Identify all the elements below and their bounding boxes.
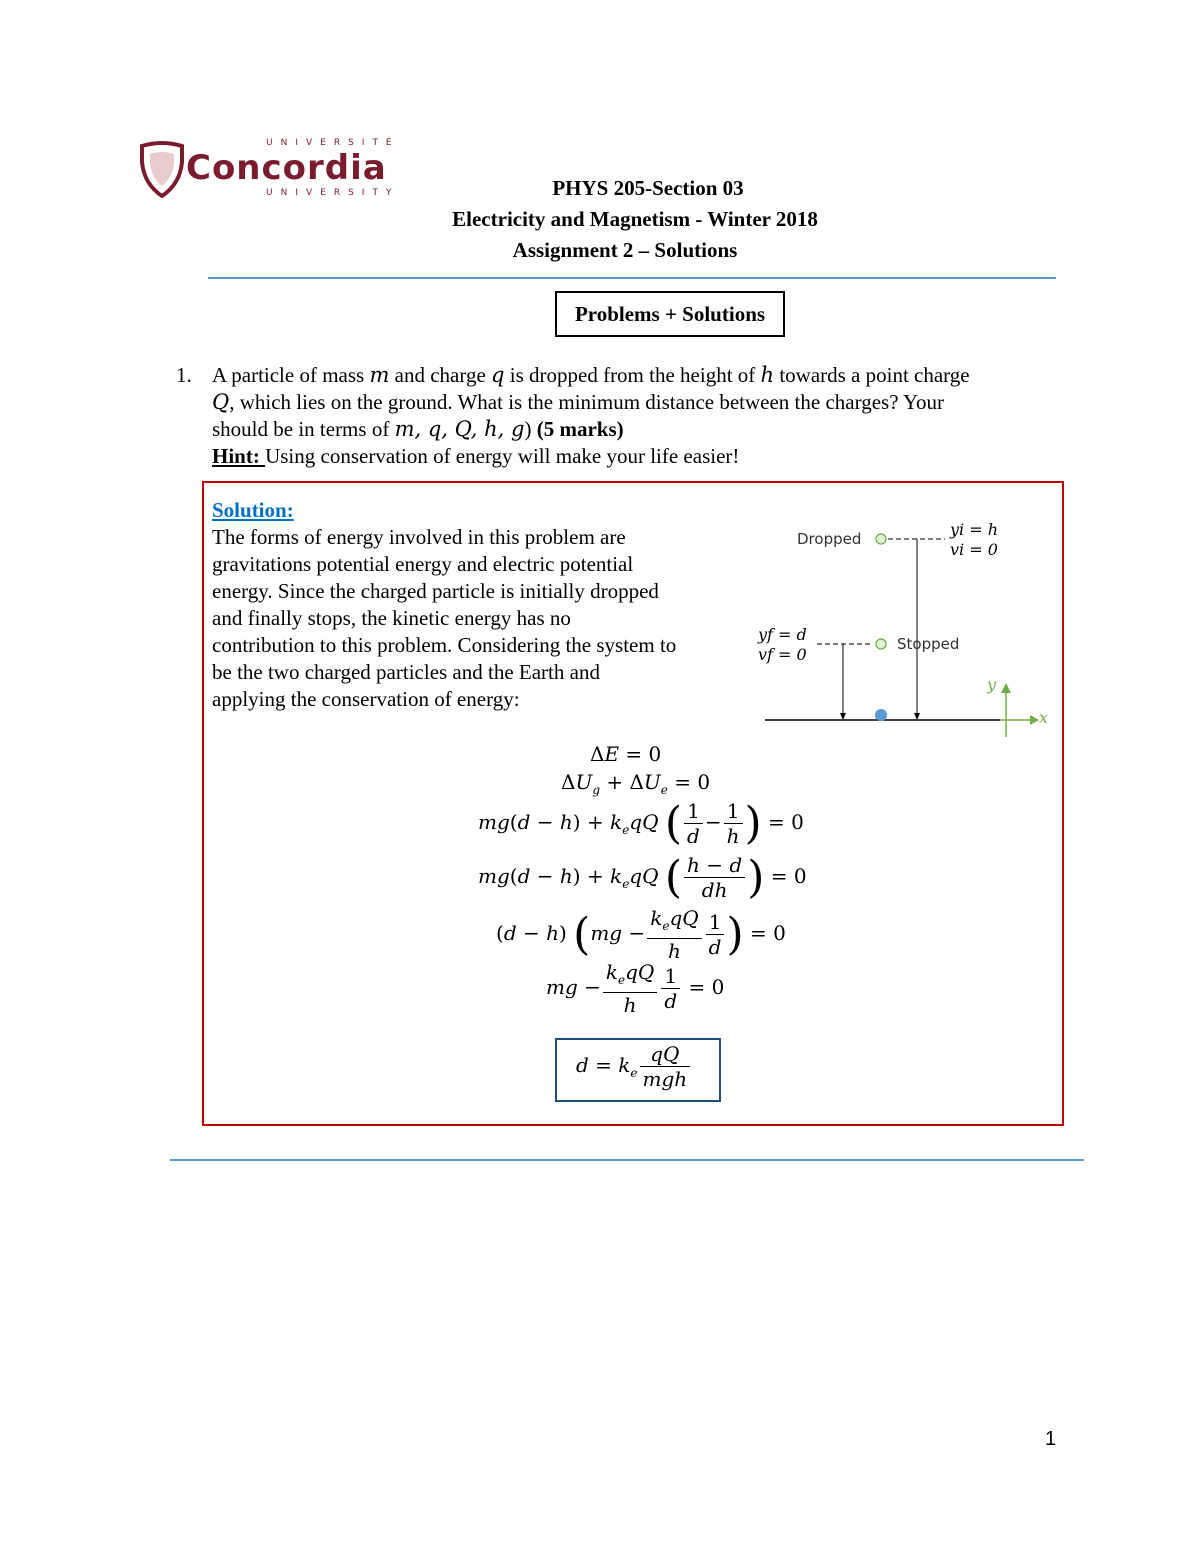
hint-text: Using conservation of energy will make your life easier! [265, 444, 740, 468]
section-box [555, 291, 785, 337]
stopped-label: Stopped [897, 635, 960, 653]
logo-top-text: UNIVERSITÉ [266, 138, 400, 148]
assignment-title: Assignment 2 – Solutions [512, 238, 738, 262]
hint-label: Hint: [212, 444, 266, 468]
problem-line-2: Q, which lies on the ground. What is the minimum distance between the charges? Your [212, 390, 945, 414]
problem-line-1: A particle of mass m and charge q is dropped from the height of h towards a point charge [212, 363, 970, 387]
dropped-label: Dropped [797, 530, 862, 548]
header-divider [208, 277, 1056, 279]
footer-divider [170, 1159, 1084, 1161]
logo-main-text: Concordia [186, 148, 387, 188]
solution-text [212, 524, 742, 713]
x-axis-label: x [1039, 708, 1049, 727]
yi-label: yi = h [950, 520, 999, 539]
solution-line: and finally stops, the kinetic energy has no [212, 606, 571, 630]
hint-line [212, 443, 1072, 470]
solution-line: applying the conservation of energy: [212, 687, 520, 711]
vf-label: vf = 0 [758, 645, 807, 664]
equation-4: $mg(d - h) + k_eqQ$ ( $\frac{h - d}{dh}$ ) = 0 [478, 852, 807, 903]
solution-line: The forms of energy involved in this problem are [212, 525, 626, 549]
equation-6: mg − $\frac{k_eqQ}{h}$ $\frac{1}{d}$ = 0 [546, 960, 725, 1017]
y-axis-label: y [987, 675, 997, 694]
solution-line: gravitations potential energy and electric potential [212, 552, 634, 576]
solution-line: be the two charged particles and the Earth and [212, 660, 600, 684]
problem-statement [212, 362, 1072, 470]
final-answer: $d = k_e$ $\frac{qQ}{\text{mgh}}$ [576, 1042, 692, 1091]
vi-label: vi = 0 [950, 540, 998, 559]
yf-label: yf = d [758, 625, 807, 644]
course-title: PHYS 205-Section 03 [552, 176, 744, 200]
motion-diagram [755, 515, 1055, 745]
section-box-label: Problems + Solutions [574, 302, 766, 326]
logo-bottom-text: UNIVERSITY [266, 188, 400, 198]
page-number: 1 [1045, 1428, 1057, 1450]
solution-line: contribution to this problem. Considering the system to [212, 633, 677, 657]
equation-5: (d − h) (mg − $\frac{k_eqQ}{h}$ $\frac{1}{d}$ ) = 0 [496, 906, 786, 963]
equation-3: $mg(d - h) + k_eqQ$ ( $\frac{1}{d}$ − $\frac{1}{h}$ ) = 0 [478, 798, 804, 849]
equation-1: ΔE = 0 [590, 742, 662, 766]
solution-label: Solution: [212, 498, 294, 522]
equation-2: $\Delta U_g + \Delta U_e = 0$ [561, 770, 711, 797]
problem-number: 1. [176, 363, 192, 387]
solution-line: energy. Since the charged particle is initially dropped [212, 579, 659, 603]
course-subtitle: Electricity and Magnetism - Winter 2018 [452, 207, 818, 231]
problem-line-3: should be in terms of m, q, Q, h, g) (5 marks) [212, 417, 624, 441]
